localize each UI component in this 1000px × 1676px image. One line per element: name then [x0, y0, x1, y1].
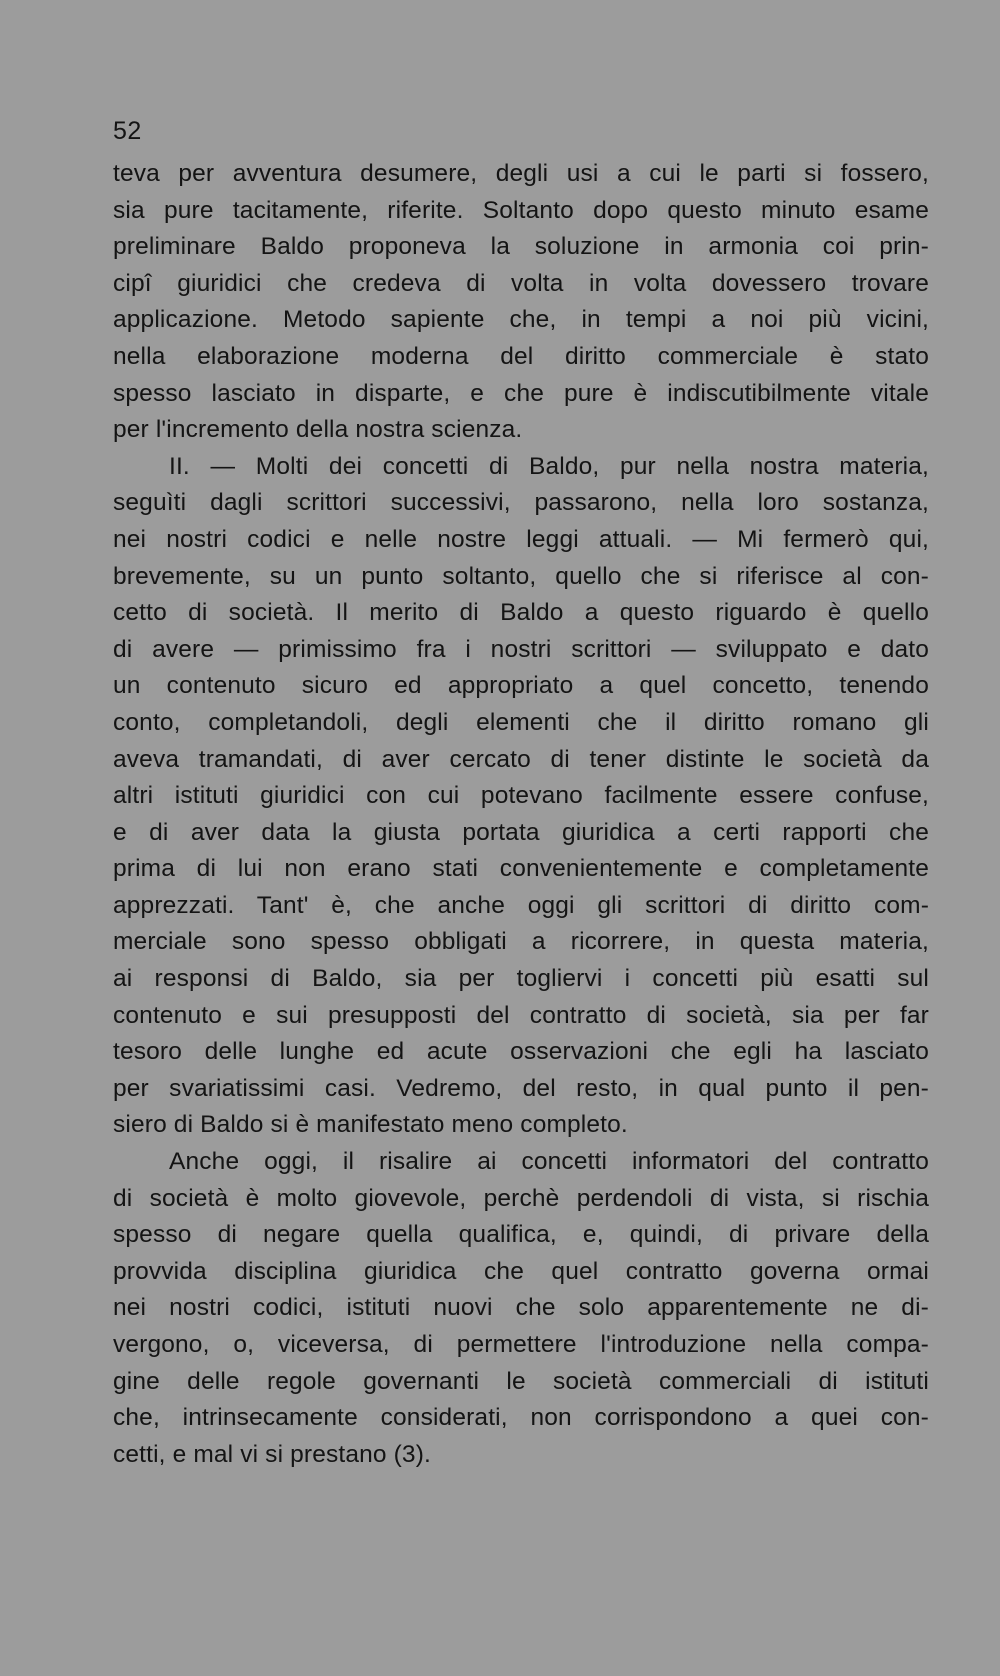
- text-line: contenuto e sui presupposti del contratto di società, sia per far: [113, 1001, 929, 1029]
- text-line: apprezzati. Tant' è, che anche oggi gli scrittori di diritto com-: [113, 891, 929, 919]
- text-line: conto, completandoli, degli elementi che il diritto romano gli: [113, 708, 929, 736]
- text-line: gine delle regole governanti le società commerciali di istituti: [113, 1367, 929, 1395]
- text-line: di società è molto giovevole, perchè perdendoli di vista, si rischia: [113, 1184, 929, 1212]
- paragraph-start-line: Anche oggi, il risalire ai concetti informatori del contratto: [169, 1148, 929, 1176]
- text-line: brevemente, su un punto soltanto, quello che si riferisce al con-: [113, 562, 929, 590]
- body-text: [113, 156, 929, 1473]
- text-line: teva per avventura desumere, degli usi a cui le parti si fossero,: [113, 160, 929, 187]
- text-line: cetti, e mal vi si prestano (3).: [113, 1440, 431, 1468]
- text-line: applicazione. Metodo sapiente che, in tempi a noi più vicini,: [113, 306, 929, 334]
- text-line: aveva tramandati, di aver cercato di tener distinte le società da: [113, 745, 929, 773]
- text-line: che, intrinsecamente considerati, non corrispondono a quei con-: [113, 1404, 929, 1432]
- text-line: spesso di negare quella qualifica, e, quindi, di privare della: [113, 1221, 929, 1249]
- page-number: 52: [113, 117, 142, 145]
- text-line: per svariatissimi casi. Vedremo, del resto, in qual punto il pen-: [113, 1074, 929, 1102]
- text-line: nei nostri codici e nelle nostre leggi attuali. — Mi fermerò qui,: [113, 525, 929, 553]
- text-line: provvida disciplina giuridica che quel contratto governa ormai: [113, 1257, 929, 1285]
- text-line: tesoro delle lunghe ed acute osservazioni che egli ha lasciato: [113, 1038, 929, 1066]
- text-line: prima di lui non erano stati convenientemente e completamente: [113, 855, 929, 883]
- text-line: merciale sono spesso obbligati a ricorrere, in questa materia,: [113, 928, 929, 956]
- text-line: altri istituti giuridici con cui potevano facilmente essere confuse,: [113, 782, 929, 810]
- text-line: di avere — primissimo fra i nostri scrittori — sviluppato e dato: [113, 635, 929, 663]
- text-line: e di aver data la giusta portata giuridica a certi rapporti che: [113, 818, 929, 846]
- text-line: vergono, o, viceversa, di permettere l'introduzione nella compa-: [113, 1331, 929, 1358]
- text-line: siero di Baldo si è manifestato meno completo.: [113, 1111, 628, 1139]
- text-line: per l'incremento della nostra scienza.: [113, 416, 523, 444]
- text-line: cipî giuridici che credeva di volta in volta dovessero trovare: [113, 269, 929, 297]
- text-line: nei nostri codici, istituti nuovi che solo apparentemente ne di-: [113, 1294, 929, 1322]
- text-line: sia pure tacitamente, riferite. Soltanto dopo questo minuto esame: [113, 196, 929, 224]
- section-heading-line: II. — Molti dei concetti di Baldo, pur nella nostra materia,: [169, 452, 929, 480]
- text-line: seguìti dagli scrittori successivi, passarono, nella loro sostanza,: [113, 489, 929, 517]
- text-line: cetto di società. Il merito di Baldo a questo riguardo è quello: [113, 599, 929, 627]
- text-line: un contenuto sicuro ed appropriato a quel concetto, tenendo: [113, 672, 929, 700]
- text-line: nella elaborazione moderna del diritto commerciale è stato: [113, 342, 929, 370]
- text-line: ai responsi di Baldo, sia per togliervi i concetti più esatti sul: [113, 965, 929, 993]
- text-line: preliminare Baldo proponeva la soluzione in armonia coi prin-: [113, 233, 929, 261]
- text-line: spesso lasciato in disparte, e che pure è indiscutibilmente vitale: [113, 379, 929, 407]
